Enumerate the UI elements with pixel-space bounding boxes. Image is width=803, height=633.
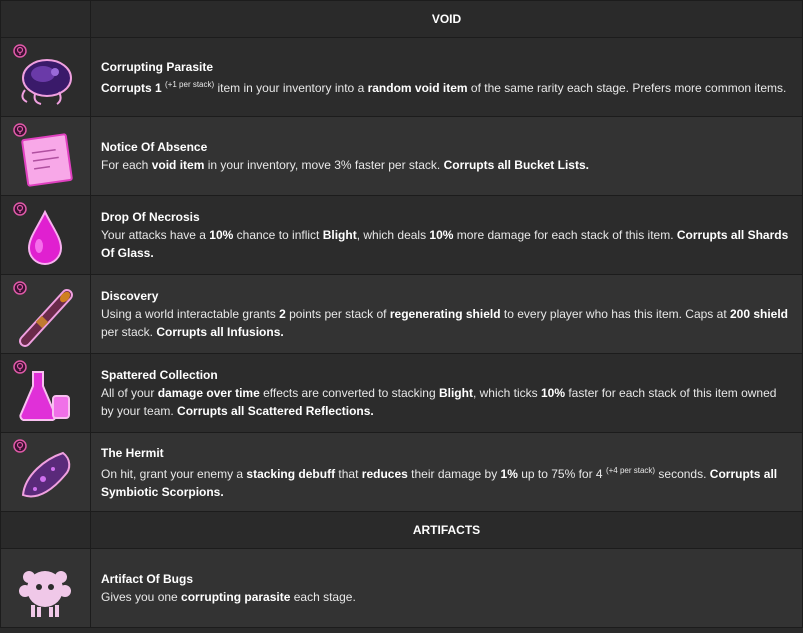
section-icon-cell (1, 512, 91, 549)
item-description-cell (91, 38, 803, 117)
spyglass-icon (15, 287, 75, 347)
section-title: ARTIFACTS (91, 512, 803, 549)
item-icon-cell (1, 275, 91, 354)
item-row-artifact-of-bugs (1, 549, 803, 628)
item-row-the-hermit (1, 433, 803, 512)
item-description: Corrupts 1 $^{(+1 per stack)}$ item in your inventory into a random void item of the same rarity each stage. Prefers more common items. (101, 79, 787, 95)
drop-icon (15, 208, 75, 268)
item-description-cell (91, 117, 803, 196)
item-name: Spattered Collection (101, 368, 218, 382)
notice-icon (15, 129, 75, 189)
item-icon-cell (1, 433, 91, 512)
item-description: Using a world interactable grants 2 points per stack of regenerating shield to every player who has this item. Caps at 200 shield per stack. Corrupts all Infusions. (101, 307, 789, 339)
item-row-corrupting-parasite (1, 38, 803, 117)
section-header-void (1, 1, 803, 38)
item-name: Discovery (101, 289, 159, 303)
item-description-cell (91, 275, 803, 354)
item-icon-cell (1, 117, 91, 196)
parasite-icon (15, 50, 75, 110)
flasks-icon (15, 366, 75, 426)
item-icon-cell (1, 354, 91, 433)
hermit-icon (15, 445, 75, 505)
item-icon-cell (1, 196, 91, 275)
item-row-drop-of-necrosis (1, 196, 803, 275)
item-name: Drop Of Necrosis (101, 210, 200, 224)
item-description: For each void item in your inventory, move 3% faster per stack. Corrupts all Bucket Lists. (101, 158, 589, 172)
item-description-cell (91, 196, 803, 275)
item-description-cell (91, 354, 803, 433)
item-name: Notice Of Absence (101, 140, 208, 154)
section-header-artifacts (1, 512, 803, 549)
item-row-discovery (1, 275, 803, 354)
item-name: The Hermit (101, 445, 164, 460)
item-description: All of your damage over time effects are converted to stacking Blight, which ticks 10% faster for each stack of this item owned by your team. Corrupts all Scattered Reflections. (101, 386, 777, 418)
item-description: On hit, grant your enemy a stacking debuff that reduces their damage by 1% up to 75% for 4 $^{(+4 per stack)}$ seconds. Corrupts all Symbiotic Scorpions. (101, 465, 778, 499)
item-row-spattered-collection (1, 354, 803, 433)
bug-artifact-icon (15, 561, 75, 621)
item-row-notice-of-absence (1, 117, 803, 196)
item-description: Your attacks have a 10% chance to inflict Blight, which deals 10% more damage for each stack of this item. Corrupts all Shards Of Glass. (101, 228, 789, 260)
item-name: Artifact Of Bugs (101, 572, 194, 586)
item-icon-cell (1, 38, 91, 117)
item-name: Corrupting Parasite (101, 59, 214, 74)
item-description-cell (91, 433, 803, 512)
section-icon-cell (1, 1, 91, 38)
item-description: Gives you one corrupting parasite each stage. (101, 590, 356, 604)
item-icon-cell (1, 549, 91, 628)
section-title: VOID (91, 1, 803, 38)
item-description-cell (91, 549, 803, 628)
